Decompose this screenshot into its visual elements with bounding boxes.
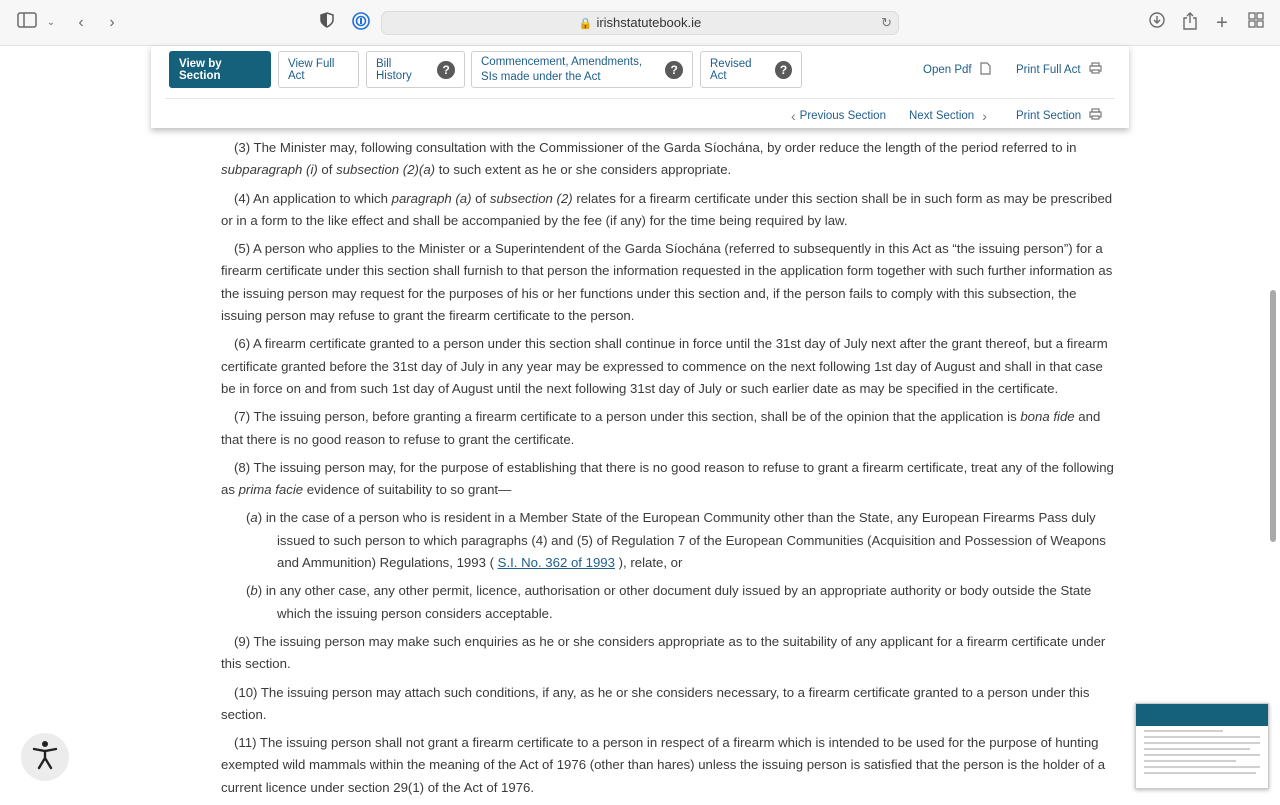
forward-icon[interactable]: › xyxy=(109,14,115,31)
paragraph-a: (a) in the case of a person who is resident in a Member State of the European Community other than the State, any European Firearms Pass duly issued to such person to which paragraphs (4) and (5) of Regulation 7 of the European Communities (Acquisition and Possession of Weapons and Ammunition) Regulations, 1993 ( S.I. No. 362 of 1993 ), relate, or xyxy=(246,510,1106,571)
tab-commencement[interactable] xyxy=(471,51,693,88)
help-icon[interactable]: ? xyxy=(437,61,455,79)
printer-icon xyxy=(1089,108,1102,123)
accessibility-button[interactable] xyxy=(21,733,69,781)
shield-icon[interactable] xyxy=(316,12,338,34)
subsection-6: (6) A firearm certificate granted to a person under this section shall continue in force until the 31st day of July next after the grant thereof, but a firearm certificate granted before the 31st day of July in any year may be expressed to commence on the next following 1st day of August and shall in that case be in force on and from such 1st day of August until the next following 31st day of July or such earlier date as may be specified in the certificate. xyxy=(221,336,1108,396)
browser-toolbar xyxy=(0,0,1280,46)
chevron-left-icon: ‹ xyxy=(791,108,796,124)
print-section-link[interactable] xyxy=(1016,108,1102,123)
subsection-3: (3) The Minister may, following consultation with the Commissioner of the Garda Síochána, by order reduce the length of the period referred to in subparagraph (i) of subsection (2)(a) to such extent as he or she considers appropriate. xyxy=(221,140,1077,178)
tab-label: Bill History xyxy=(376,57,412,82)
subsection-10: (10) The issuing person may attach such conditions, if any, as he or she considers necessary, to a firearm certificate granted to a person under this section. xyxy=(221,684,1090,722)
help-icon[interactable]: ? xyxy=(775,61,792,79)
previous-section-link[interactable] xyxy=(791,108,886,124)
sidebar-icon[interactable] xyxy=(16,12,38,34)
tab-label: Commencement, Amendments, SIs made under the Act xyxy=(481,55,643,83)
scrollbar-thumb[interactable] xyxy=(1270,290,1276,542)
tab-view-by-section[interactable] xyxy=(169,51,271,88)
chevron-down-icon[interactable]: ⌄ xyxy=(46,17,56,28)
password-icon[interactable] xyxy=(350,12,372,34)
header-divider xyxy=(165,98,1115,99)
section-content xyxy=(221,137,1117,805)
address-text: irishstatutebook.ie xyxy=(596,15,702,30)
subsection-5: (5) A person who applies to the Minister or a Superintendent of the Garda Síochána (referred to subsequently in this Act as “the issuing person”) for a firearm certificate under this section shall furnish to that person the information requested in the application form together with such further information as the issuing person may request for the purposes of his or her functions under this section and, if the person fails to comply with this subsection, the issuing person may refuse to grant the firearm certificate to the person. xyxy=(221,241,1113,324)
pdf-icon xyxy=(980,62,991,78)
tab-revised-act[interactable] xyxy=(700,51,802,88)
share-icon[interactable] xyxy=(1179,12,1201,34)
open-pdf-link[interactable] xyxy=(923,62,991,78)
site-header xyxy=(151,46,1129,128)
print-full-act-label: Print Full Act xyxy=(1016,63,1081,76)
subsection-4: (4) An application to which paragraph (a) of subsection (2) relates for a firearm certificate under this section shall be in such form as may be prescribed or in a form to the like effect and shall be accompanied by the fee (if any) for the time being required by law. xyxy=(221,190,1113,228)
si-link[interactable]: S.I. No. 362 of 1993 xyxy=(497,555,615,571)
printer-icon xyxy=(1089,62,1102,77)
print-section-label: Print Section xyxy=(1016,109,1082,122)
tab-label: View by Section xyxy=(179,57,222,82)
subsection-8: (8) The issuing person may, for the purpose of establishing that there is no good reason to refuse to grant a firearm certificate, treat any of the following as prima facie evidence of suitability to so grant— xyxy=(221,459,1114,498)
chevron-right-icon: › xyxy=(982,108,987,124)
subsection-9: (9) The issuing person may make such enquiries as he or she considers appropriate as to the suitability of any applicant for a firearm certificate under this section. xyxy=(221,633,1106,672)
address-bar[interactable] xyxy=(381,11,899,35)
reload-icon[interactable]: ↻ xyxy=(881,15,892,30)
tab-label: Revised Act xyxy=(710,57,752,82)
next-section-label: Next Section xyxy=(909,110,975,122)
previous-section-label: Previous Section xyxy=(799,110,886,122)
next-section-link[interactable] xyxy=(909,108,987,124)
tab-view-full-act[interactable] xyxy=(278,51,359,88)
new-tab-icon[interactable]: + xyxy=(1216,12,1228,34)
accessibility-icon xyxy=(32,740,58,775)
help-icon[interactable]: ? xyxy=(665,61,683,79)
lock-icon: 🔒 xyxy=(578,18,593,30)
print-full-act-link[interactable] xyxy=(1016,62,1102,77)
download-icon[interactable] xyxy=(1146,12,1168,34)
back-icon[interactable]: ‹ xyxy=(78,14,84,31)
subsection-7: (7) The issuing person, before granting a firearm certificate to a person under this section, shall be of the opinion that the application is bona fide and that there is no good reason to refuse to grant the certificate. xyxy=(221,409,1101,447)
subsection-11: (11) The issuing person shall not grant a firearm certificate to a person in respect of a firearm which is intended to be used for the purpose of hunting exempted wild mammals within the meaning of the Act of 1976 (other than hares) unless the issuing person is satisfied that the person is the holder of a current licence under section 29(1) of the Act of 1976. xyxy=(221,735,1106,795)
open-pdf-label: Open Pdf xyxy=(923,64,972,76)
tab-label: View Full Act xyxy=(288,57,335,82)
page-thumbnail[interactable] xyxy=(1135,703,1269,789)
tab-overview-icon[interactable] xyxy=(1245,12,1267,34)
paragraph-b: (b) in any other case, any other permit, licence, authorisation or other document duly issued by an appropriate authority or body outside the State which the issuing person considers acceptable. xyxy=(246,583,1092,621)
tab-bill-history[interactable] xyxy=(366,51,465,88)
